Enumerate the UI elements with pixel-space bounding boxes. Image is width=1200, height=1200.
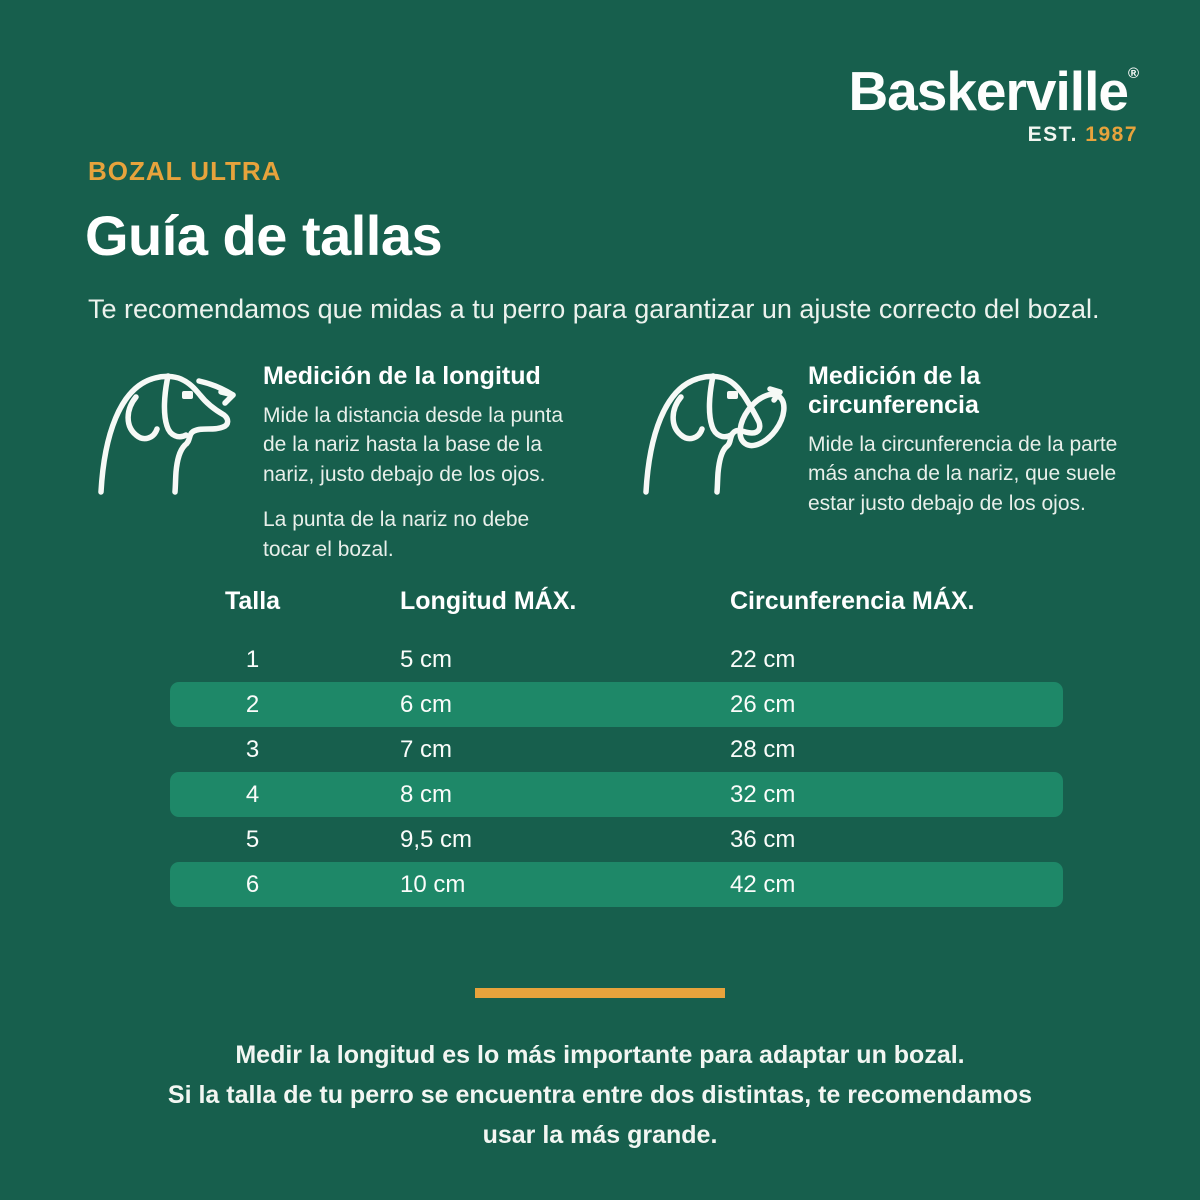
length-value: 9,5 cm [400,825,473,853]
length-value: 10 cm [400,870,466,898]
column-header-length: Longitud MÁX. [400,586,577,615]
size-table [170,585,1063,907]
dog-circumference-measure-icon [640,358,790,498]
table-header-row [170,585,1063,617]
size-value: 5 [245,825,260,853]
circumference-value: 28 cm [730,735,796,763]
length-measurement-heading: Medición de la longitud [263,362,541,390]
size-value: 3 [245,735,260,763]
circumference-measurement-text [808,358,1153,534]
product-label: BOZAL ULTRA [88,156,282,186]
length-value: 5 cm [400,645,453,673]
measurement-instructions [95,358,1140,580]
column-header-size: Talla [224,586,281,615]
circumference-value: 32 cm [730,780,796,808]
page-title: Guía de tallas [85,204,443,267]
size-value: 1 [245,645,260,673]
column-header-circumference: Circunferencia MÁX. [730,586,975,615]
table-row [170,727,1063,772]
footer-line: Medir la longitud es lo más importante para adaptar un bozal. [235,1041,965,1069]
table-row [170,682,1063,727]
registered-trademark-icon: ® [1127,65,1138,82]
length-measurement-note: La punta de la nariz no debe tocar el bozal. [263,508,530,561]
footer-note [0,1035,1200,1155]
table-row [170,772,1063,817]
accent-divider [475,988,725,998]
circumference-measurement-body: Mide la circunferencia de la parte más ancha de la nariz, que suele estar justo debajo de los ojos. [808,433,1118,515]
page-subtitle: Te recomendamos que midas a tu perro para garantizar un ajuste correcto del bozal. [88,294,1100,324]
circumference-value: 26 cm [730,690,796,718]
brand-established [848,123,1138,147]
footer-line: Si la talla de tu perro se encuentra entre dos distintas, te recomendamos [167,1081,1033,1109]
table-row [170,637,1063,682]
table-row [170,817,1063,862]
size-value: 2 [245,690,260,718]
length-value: 6 cm [400,690,453,718]
size-value: 6 [245,870,260,898]
size-value: 4 [245,780,260,808]
circumference-value: 36 cm [730,825,796,853]
circumference-measurement-block [640,358,1153,580]
length-measurement-text [263,358,575,580]
brand-name [848,60,1138,122]
est-year: 1987 [1085,123,1138,146]
length-measurement-body: Mide la distancia desde la punta de la nariz hasta la base de la nariz, justo debajo de los ojos. [263,404,564,486]
circumference-measurement-heading: Medición de la circunferencia [808,362,981,419]
brand-name-text: Baskerville [848,60,1128,122]
footer-line: usar la más grande. [482,1121,718,1149]
est-label: EST. [1027,123,1078,146]
circumference-value: 22 cm [730,645,796,673]
brand-logo [848,60,1138,147]
dog-length-measure-icon [95,358,245,498]
length-measurement-block [95,358,640,580]
length-value: 7 cm [400,735,453,763]
circumference-value: 42 cm [730,870,796,898]
length-value: 8 cm [400,780,453,808]
table-row [170,862,1063,907]
